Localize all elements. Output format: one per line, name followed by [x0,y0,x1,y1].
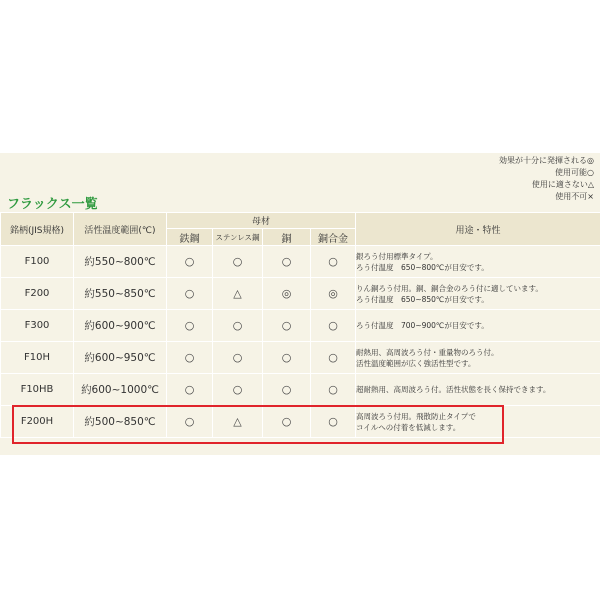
symbol-legend [374,155,594,203]
mark-stainless: ○ [213,374,263,406]
desc-line: 銀ろう付用標準タイプ。 [356,251,438,261]
mark-steel: ○ [167,310,213,342]
mark-copper-alloy: ◎ [311,278,356,310]
row-description [356,310,600,342]
legend-item: 使用可能○ [555,168,594,177]
row-range: 約600~900℃ [74,310,167,342]
mark-copper: ◎ [263,278,311,310]
row-name: F200H [1,406,74,438]
desc-line: コイルへの付着を低減します。 [356,422,461,432]
header-base-metal: 母材 [167,213,356,229]
row-range: 約550~800℃ [74,246,167,278]
flux-table [0,212,600,438]
mark-copper: ○ [263,246,311,278]
header-metal-copper: 銅 [263,229,311,246]
header-range: 活性温度範囲(℃) [74,213,167,246]
mark-copper: ○ [263,310,311,342]
desc-line: ろう付温度 650~850℃が目安です。 [356,294,489,304]
mark-copper-alloy: ○ [311,246,356,278]
mark-stainless: △ [213,278,263,310]
desc-line: 活性温度範囲が広く強活性型です。 [356,358,476,368]
mark-steel: ○ [167,278,213,310]
header-metal-steel: 鉄鋼 [167,229,213,246]
row-range: 約600~1000℃ [74,374,167,406]
desc-line: ろう付温度 650~800℃が目安です。 [356,262,489,272]
mark-steel: ○ [167,246,213,278]
row-name: F200 [1,278,74,310]
desc-line: りん銅ろう付用。銅、銅合金のろう付に適しています。 [356,283,543,293]
row-description [356,406,600,438]
mark-copper-alloy: ○ [311,310,356,342]
row-name: F300 [1,310,74,342]
mark-copper-alloy: ○ [311,342,356,374]
row-name: F100 [1,246,74,278]
mark-steel: ○ [167,406,213,438]
mark-copper: ○ [263,374,311,406]
row-name: F10H [1,342,74,374]
table-row [1,310,600,342]
header-metal-copper-alloy: 銅合金 [311,229,356,246]
row-range: 約550~850℃ [74,278,167,310]
mark-copper: ○ [263,406,311,438]
row-name: F10HB [1,374,74,406]
table-row [1,278,600,310]
legend-item: 使用不可× [555,192,594,201]
row-range: 約600~950℃ [74,342,167,374]
table-title: フラックス一覧 [7,197,98,212]
mark-copper-alloy: ○ [311,406,356,438]
mark-stainless: ○ [213,246,263,278]
row-description [356,278,600,310]
legend-item: 効果が十分に発揮される◎ [499,156,594,165]
desc-line: 超耐熱用、高周波ろう付。活性状態を長く保持できます。 [356,385,551,394]
row-range: 約500~850℃ [74,406,167,438]
desc-line: ろう付温度 700~900℃が目安です。 [356,321,489,330]
table-row [1,374,600,406]
table-row [1,406,600,438]
mark-steel: ○ [167,342,213,374]
desc-line: 高周波ろう付用。飛散防止タイプで [356,411,476,421]
legend-item: 使用に適さない△ [531,180,594,189]
header-brand: 銘柄(JIS規格) [1,213,74,246]
header-usage: 用途・特性 [356,213,600,246]
mark-stainless: ○ [213,342,263,374]
mark-copper: ○ [263,342,311,374]
header-metal-stainless: ステンレス鋼 [213,229,263,246]
desc-line: 耐熱用、高周波ろう付・重量物のろう付。 [356,347,499,357]
row-description [356,246,600,278]
mark-stainless: △ [213,406,263,438]
mark-copper-alloy: ○ [311,374,356,406]
table-row [1,246,600,278]
mark-stainless: ○ [213,310,263,342]
table-row [1,342,600,374]
row-description [356,374,600,406]
row-description [356,342,600,374]
mark-steel: ○ [167,374,213,406]
